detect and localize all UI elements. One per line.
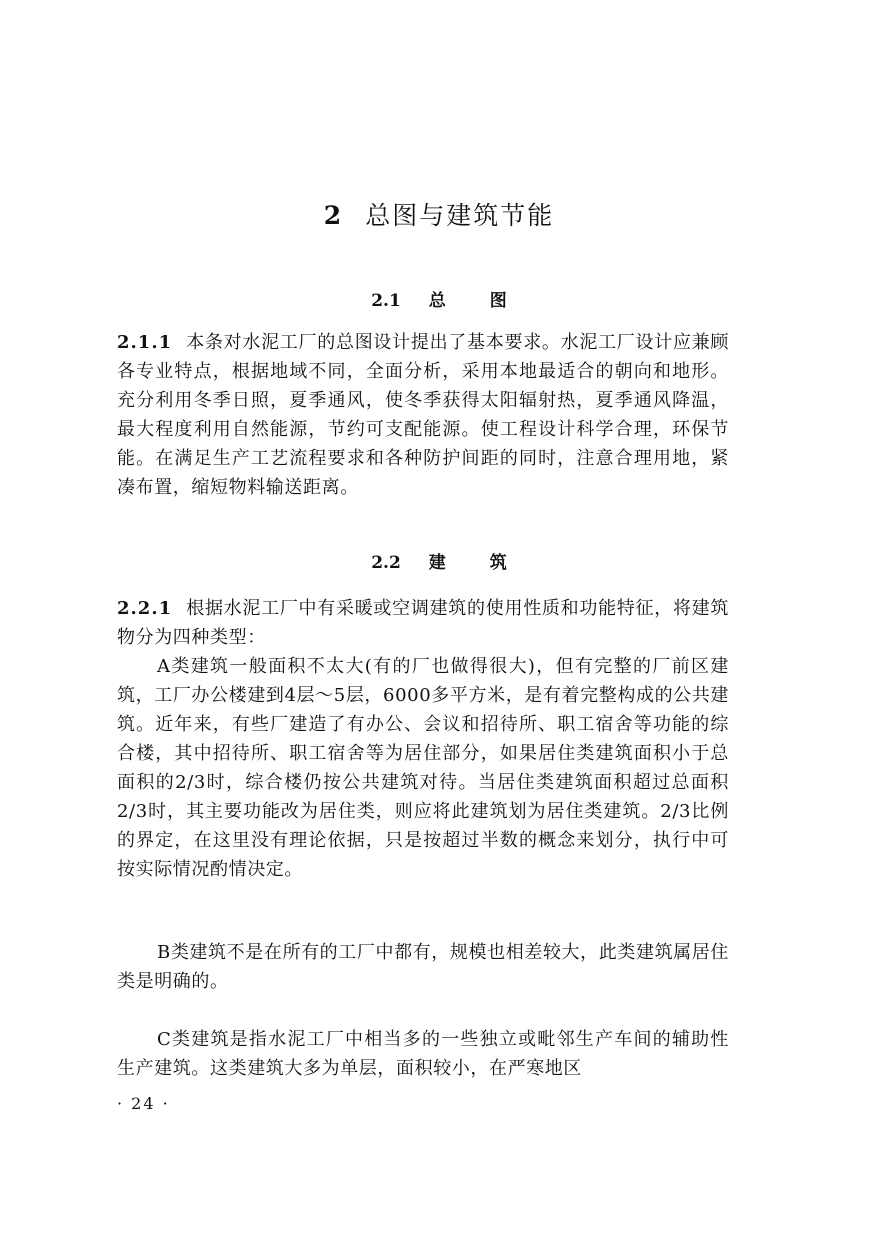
chapter-title	[0, 196, 878, 232]
chapter-title-text: 总图与建筑节能	[365, 201, 555, 230]
section-title-text: 总图	[428, 291, 551, 311]
section-title-2-1	[0, 286, 878, 311]
paragraph-type-a: A类建筑一般面积不太大(有的厂也做得很大)，但有完整的厂前区建筑，工厂办公楼建到4层～5层，6000多平方米，是有着完整构成的公共建筑。近年来，有些厂建造了有办公、会议和招待所、职工宿舍等功能的综合楼，其中招待所、职工宿舍等为居住部分，如果居住类建筑面积小于总面积的2/3时，综合楼仍按公共建筑对待。当居住类建筑面积超过总面积2/3时，其主要功能改为居住类，则应将此建筑划为居住类建筑。2/3比例的界定，在这里没有理论依据，只是按超过半数的概念来划分，执行中可按实际情况酌情决定。	[117, 656, 729, 880]
section-title-text: 建筑	[428, 553, 551, 573]
section-number: 2.2	[371, 553, 401, 573]
chapter-number: 2	[323, 201, 344, 230]
clause-text: 根据水泥工厂中有采暖或空调建筑的使用性质和功能特征，将建筑物分为四种类型：	[117, 598, 729, 648]
section-number: 2.1	[371, 291, 401, 311]
clause-number: 2.1.1	[117, 332, 173, 353]
clause-number: 2.2.1	[117, 598, 173, 619]
paragraph-type-b: B类建筑不是在所有的工厂中都有，规模也相差较大，此类建筑属居住类是明确的。	[117, 942, 729, 992]
clause-text: 本条对水泥工厂的总图设计提出了基本要求。水泥工厂设计应兼顾各专业特点，根据地域不同，全面分析，采用本地最适合的朝向和地形。充分利用冬季日照，夏季通风，使冬季获得太阳辐射热，夏季通风降温，最大程度利用自然能源，节约可支配能源。使工程设计科学合理，环保节能。在满足生产工艺流程要求和各种防护间距的同时，注意合理用地，紧凑布置，缩短物料输送距离。	[117, 332, 729, 498]
section-title-2-2	[0, 548, 878, 573]
clause-2-1-1	[117, 328, 729, 502]
page-number: · 24 ·	[117, 1094, 170, 1113]
clause-2-2-1	[117, 594, 729, 652]
paragraph-type-c: C类建筑是指水泥工厂中相当多的一些独立或毗邻生产车间的辅助性生产建筑。这类建筑大多为单层，面积较小，在严寒地区	[117, 1029, 729, 1079]
